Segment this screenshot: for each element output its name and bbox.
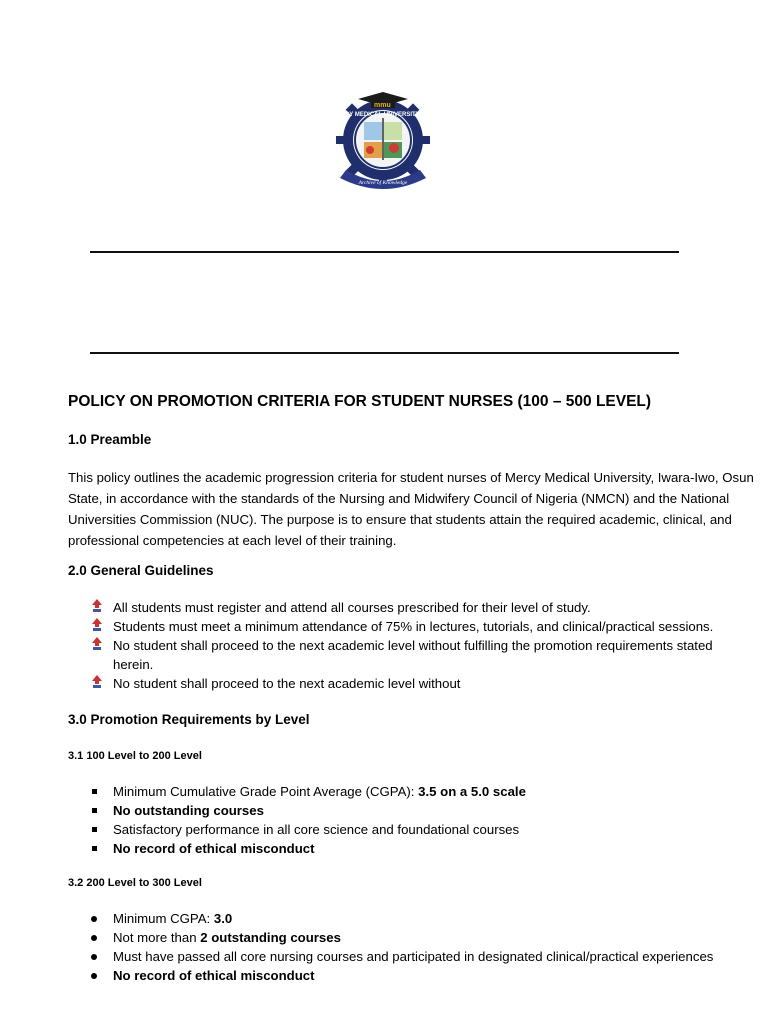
arrow-bullet-icon bbox=[90, 617, 104, 633]
arrow-bullet-icon bbox=[90, 598, 104, 614]
list-item: No record of ethical misconduct bbox=[68, 966, 713, 985]
document-title: POLICY ON PROMOTION CRITERIA FOR STUDENT NURSES (100 – 500 LEVEL) bbox=[68, 393, 652, 410]
svg-text:mmu: mmu bbox=[374, 102, 391, 109]
requirements-200-300-list bbox=[68, 909, 713, 985]
signature-line-bottom bbox=[90, 352, 679, 354]
list-item: Satisfactory performance in all core science and foundational courses bbox=[68, 820, 526, 839]
subsection-3-2-heading: 3.2 200 Level to 300 Level bbox=[68, 877, 202, 889]
list-item: No outstanding courses bbox=[68, 801, 526, 820]
guidelines-list bbox=[68, 598, 713, 693]
section-2-heading: 2.0 General Guidelines bbox=[68, 563, 214, 578]
logo-name: MERCY MEDICAL UNIVERSITY, IWO bbox=[331, 112, 435, 118]
list-item: Students must meet a minimum attendance of 75% in lectures, tutorials, and clinical/practical sessions. bbox=[68, 617, 713, 636]
requirements-100-200-list bbox=[68, 782, 526, 858]
list-item: No record of ethical misconduct bbox=[68, 839, 526, 858]
list-item: No student shall proceed to the next academic level without bbox=[68, 674, 713, 693]
arrow-bullet-icon bbox=[90, 636, 104, 652]
list-item: Minimum Cumulative Grade Point Average (CGPA): 3.5 on a 5.0 scale bbox=[68, 782, 526, 801]
list-item: Not more than 2 outstanding courses bbox=[68, 928, 713, 947]
signature-line-top bbox=[90, 251, 679, 253]
section-1-heading: 1.0 Preamble bbox=[68, 432, 152, 447]
list-item: No student shall proceed to the next academic level without fulfilling the promotion requirements stated bbox=[68, 636, 713, 655]
list-item: Must have passed all core nursing courses and participated in designated clinical/practical experiences bbox=[68, 947, 713, 966]
list-item: Minimum CGPA: 3.0 bbox=[68, 909, 713, 928]
logo-motto: Archive of Knowledge bbox=[358, 180, 408, 186]
list-item-continuation: herein. bbox=[113, 657, 154, 672]
section-3-heading: 3.0 Promotion Requirements by Level bbox=[68, 712, 310, 727]
university-logo bbox=[308, 92, 458, 192]
emblem-icon bbox=[364, 118, 402, 160]
arrow-bullet-icon bbox=[90, 674, 104, 690]
subsection-3-1-heading: 3.1 100 Level to 200 Level bbox=[68, 750, 202, 762]
section-1-body: This policy outlines the academic progression criteria for student nurses of Mercy Medical University, Iwara-Iwo, Osun State, in accordance with the standards of the Nursing and Midwifery Council of Nigeria (NMCN) and the National Universities Commission (NUC). The purpose is to ensure that students attain the required academic, clinical, and professional competencies at each level of their training. bbox=[68, 470, 754, 548]
list-item: All students must register and attend all courses prescribed for their level of study. bbox=[68, 598, 713, 617]
